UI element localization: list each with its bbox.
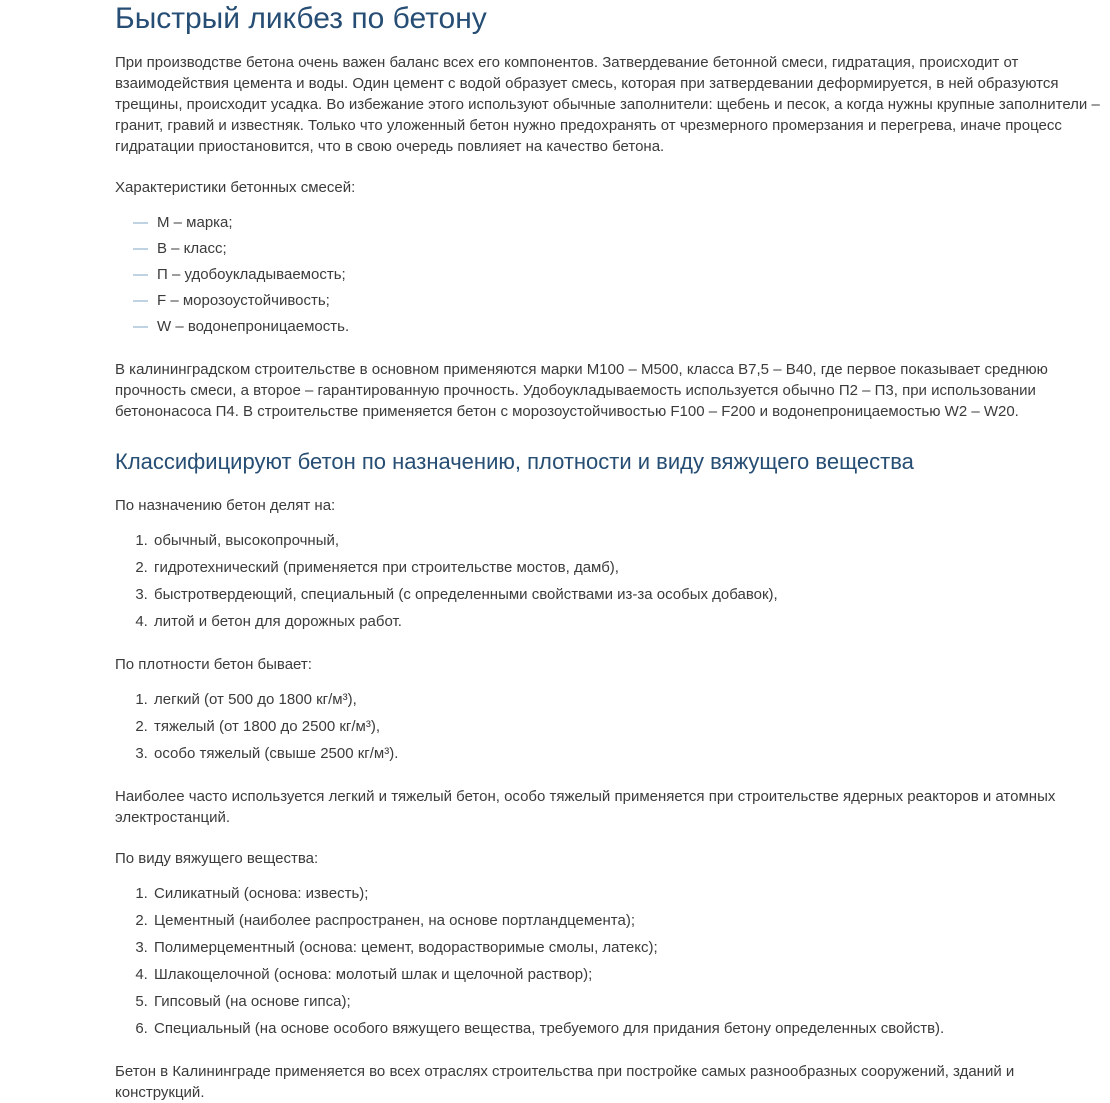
- list-item: 2. гидротехнический (применяется при строительстве мостов, дамб),: [152, 557, 1102, 578]
- list-item: 5. Гипсовый (на основе гипса);: [152, 991, 1102, 1012]
- characteristics-list: [115, 212, 1102, 337]
- binder-label: По виду вяжущего вещества:: [115, 850, 319, 867]
- classification-heading: Классифицируют бетон по назначению, плотности и виду вяжущего вещества: [115, 449, 914, 474]
- list-item: — П – удобоукладываемость;: [133, 264, 1102, 285]
- intro-paragraph: При производстве бетона очень важен баланс всех его компонентов. Затвердевание бетонной смеси, гидратация, происходит от взаимодействия цемента и воды. Один цемент с водой образует смесь, которая при затвердевании деформируется, в ней образуются трещины, происходит усадка. Во избежание этого используют обычные заполнители: щебень и песок, а когда нужны крупные заполнители – гранит, гравий и известняк. Только что уложенный бетон нужно предохранять от чрезмерного промерзания и перегрева, иначе процесс гидратации приостановится, что в свою очередь повлияет на качество бетона.: [115, 54, 1100, 155]
- purpose-label: По назначению бетон делят на:: [115, 497, 336, 514]
- page-title: Быстрый ликбез по бетону: [115, 2, 487, 35]
- list-item: — W – водонепроницаемость.: [133, 316, 1102, 337]
- density-list: [115, 689, 1102, 764]
- list-item: 6. Специальный (на основе особого вяжущего вещества, требуемого для придания бетону определенных свойств).: [152, 1018, 1102, 1039]
- list-item: 4. Шлакощелочной (основа: молотый шлак и щелочной раствор);: [152, 964, 1102, 985]
- list-item: — F – морозоустойчивость;: [133, 290, 1102, 311]
- list-item: 1. легкий (от 500 до 1800 кг/м³),: [152, 689, 1102, 710]
- closing-paragraph: Бетон в Калининграде применяется во всех отраслях строительства при постройке самых разнообразных сооружений, зданий и конструкций.: [115, 1063, 1015, 1101]
- list-item: 3. Полимерцементный (основа: цемент, водорастворимые смолы, латекс);: [152, 937, 1102, 958]
- density-note-paragraph: Наиболее часто используется легкий и тяжелый бетон, особо тяжелый применяется при строительстве ядерных реакторов и атомных электростанций.: [115, 788, 1056, 826]
- binder-list: [115, 883, 1102, 1039]
- list-item: 2. Цементный (наиболее распространен, на основе портландцемента);: [152, 910, 1102, 931]
- list-item: — В – класс;: [133, 238, 1102, 259]
- list-item: 4. литой и бетон для дорожных работ.: [152, 611, 1102, 632]
- list-item: 1. обычный, высокопрочный,: [152, 530, 1102, 551]
- characteristics-label: Характеристики бетонных смесей:: [115, 179, 356, 196]
- list-item: 3. особо тяжелый (свыше 2500 кг/м³).: [152, 743, 1102, 764]
- marks-paragraph: В калининградском строительстве в основном применяются марки М100 – М500, класса В7,5 – В40, где первое показывает среднюю прочность смеси, а второе – гарантированную прочность. Удобоукладываемость используется обычно П2 – П3, при использовании бетононасоса П4. В строительстве применяется бетон с морозоустойчивостью F100 – F200 и водонепроницаемостью W2 – W20.: [115, 361, 1048, 420]
- list-item: — М – марка;: [133, 212, 1102, 233]
- density-label: По плотности бетон бывает:: [115, 656, 312, 673]
- list-item: 3. быстротвердеющий, специальный (с определенными свойствами из-за особых добавок),: [152, 584, 1102, 605]
- list-item: 2. тяжелый (от 1800 до 2500 кг/м³),: [152, 716, 1102, 737]
- list-item: 1. Силикатный (основа: известь);: [152, 883, 1102, 904]
- purpose-list: [115, 530, 1102, 632]
